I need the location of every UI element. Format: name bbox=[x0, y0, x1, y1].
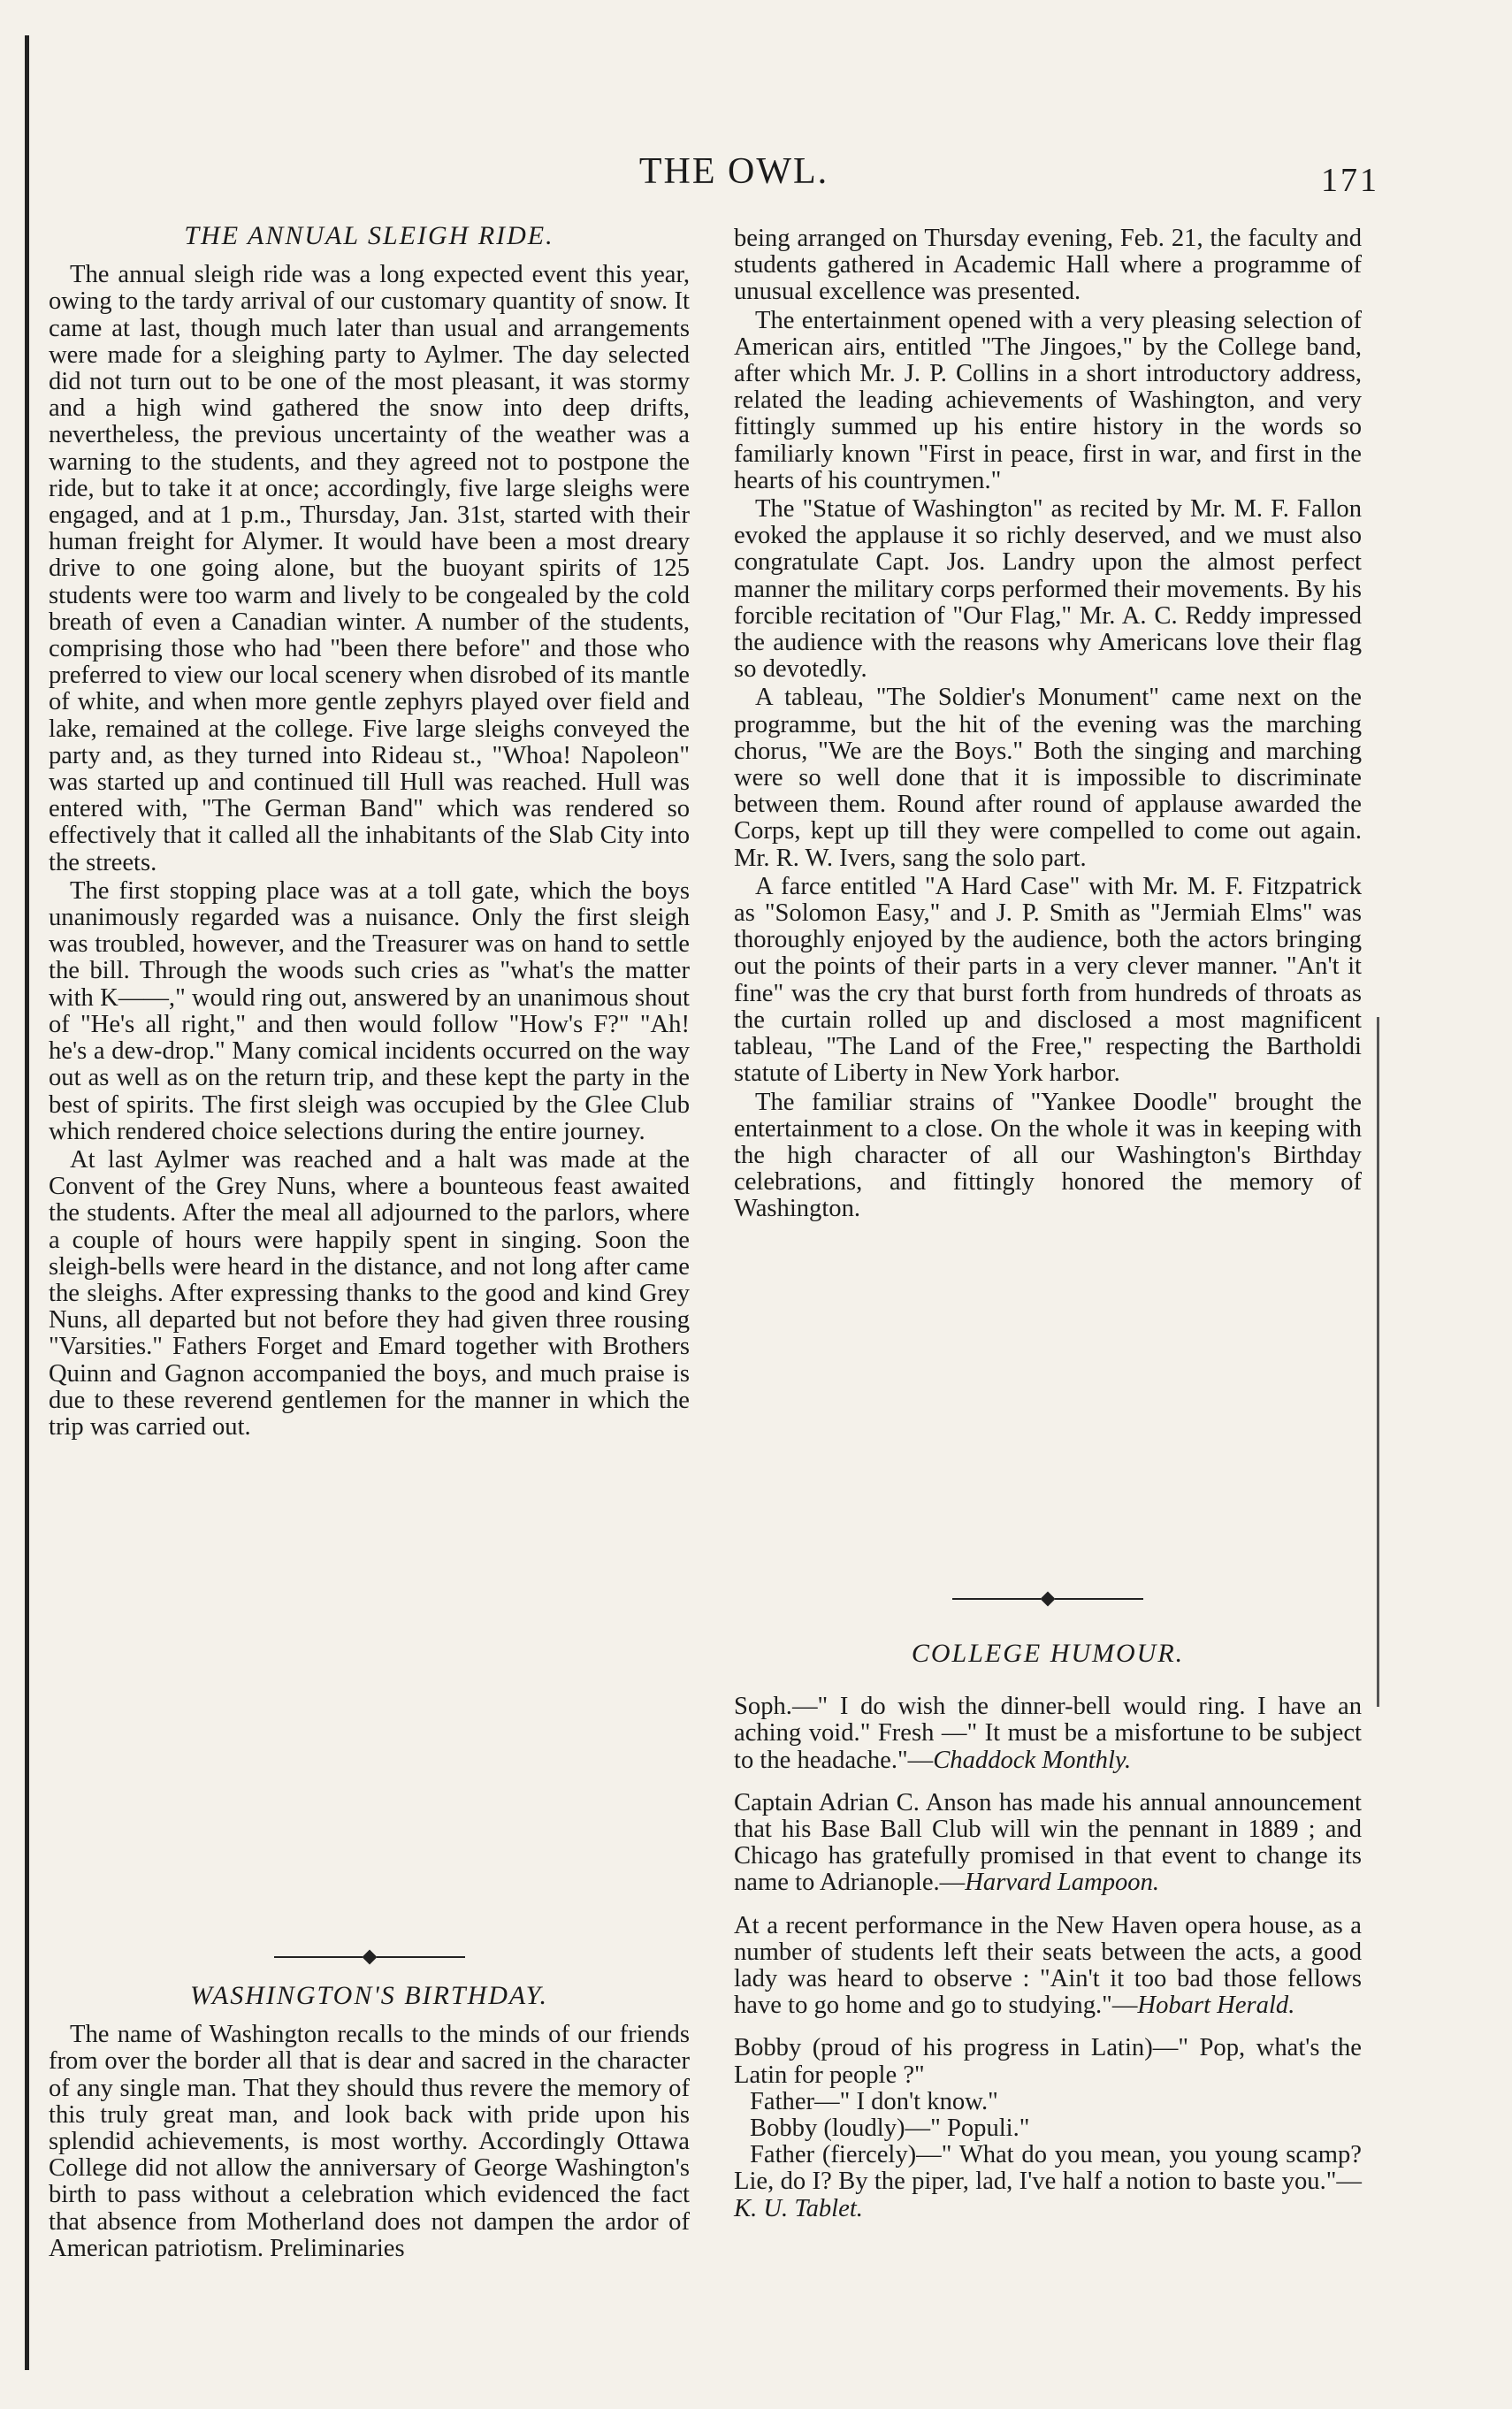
joke-source: Hobart Herald. bbox=[1137, 1992, 1295, 2020]
article-college-humour bbox=[734, 1640, 1362, 2222]
article-paragraph: being arranged on Thursday evening, Feb. 21, the faculty and students gathered in Academic Hall where a programme of unusual excellence was presented. bbox=[734, 225, 1362, 306]
joke-line: Bobby (loudly)—" Populi." bbox=[750, 2115, 1030, 2143]
article-paragraph: A farce entitled "A Hard Case" with Mr. M. F. Fitzpatrick as "Solomon Easy," and J. P. Smith as "Jermiah Elms" was thoroughly enjoyed by the audience, both the actors bringing out the points of their parts in a very clever manner. "An't it fine" was the cry that burst forth from hundreds of throats as the curtain rolled up and disclosed a most magnificent tableau, "The Land of the Free," respecting the Bartholdi statute of Liberty in New York harbor. bbox=[734, 872, 1362, 1088]
article-title: WASHINGTON'S BIRTHDAY. bbox=[189, 1981, 549, 2010]
article-paragraph: A tableau, "The Soldier's Monument" came next on the programme, but the hit of the evening was the marching chorus, "We are the Boys." Both the singing and marching were so well done that it is impossible to discriminate between them. Round after round of applause awarded the Corps, kept up till they were compelled to come out again. Mr. R. W. Ivers, sang the solo part. bbox=[734, 684, 1362, 872]
article-title: COLLEGE HUMOUR. bbox=[911, 1639, 1185, 1668]
joke-line: Father (fiercely)—" What do you mean, you young scamp? Lie, do I? By the piper, lad, I've half a notion to baste you."—K. U. Tablet. bbox=[734, 2141, 1362, 2222]
joke-item: At a recent performance in the New Haven opera house, as a number of students left their seats between the acts, a good lady was heard to observe : "Ain't it too bad those fellows have to go home and go to studying."—Hobart Herald. bbox=[734, 1911, 1362, 2020]
joke-item bbox=[734, 2035, 1362, 2222]
article-paragraph: The entertainment opened with a very pleasing selection of American airs, entitled "The Jingoes," by the College band, after which Mr. J. P. Collins in a short introductory address, related the leading achievements of Washington, and very fittingly summed up his entire history in the words so familiarly known "First in peace, first in war, and first in the hearts of his countrymen." bbox=[734, 306, 1362, 494]
article-paragraph: The annual sleigh ride was a long expected event this year, owing to the tardy arrival of our customary quantity of snow. It came at last, though much later than usual and arrangements were made for a sleighing party to Aylmer. The day selected did not turn out to be one of the most pleasant, it was stormy and a high wind gathered the snow into deep drifts, nevertheless, the previous uncertainty of the weather was a warning to the students, and they agreed not to postpone the ride, but to take it at once; accordingly, five large sleighs were engaged, and at 1 p.m., Thursday, Jan. 31st, started with their human freight for Alymer. It would have been a most dreary drive to one going alone, but the buoyant spirits of 125 students were too warm and lively to be congealed by the cold breath of even a Canadian winter. A number of the students, comprising those who had "been there before" and those who preferred to view our local scenery when disrobed of its mantle of white, and when more gentle zephyrs played over field and lake, remained at the college. Five large sleighs conveyed the party and, as they turned into Rideau st., "Whoa! Napoleon" was started up and continued till Hull was reached. Hull was entered with, "The German Band" which was rendered so effectively that it called all the inhabitants of the Slab City into the streets. bbox=[49, 261, 690, 876]
article-paragraph: At last Aylmer was reached and a halt was made at the Convent of the Grey Nuns, where a bounteous feast awaited the students. After the meal all adjourned to the parlors, where a couple of hours were happily spent in singing. Soon the sleigh-bells were heard in the distance, and not long after came the sleighs. After expressing thanks to the good and kind Grey Nuns, all departed but not before they had given three rousing "Varsities." Fathers Forget and Emard together with Brothers Quinn and Gagnon accompanied the boys, and much praise is due to these reverend gentlemen for the manner in which the trip was carried out. bbox=[49, 1145, 690, 1441]
page-header bbox=[53, 141, 1415, 203]
article-sleigh-ride bbox=[49, 223, 690, 1441]
joke-source: K. U. Tablet. bbox=[734, 2194, 863, 2222]
joke-source: Harvard Lampoon. bbox=[965, 1869, 1160, 1897]
joke-item: Captain Adrian C. Anson has made his annual announcement that his Base Ball Club will win the pennant in 1889 ; and Chicago has gratefully promised in that event to change its name to Adrianople.—Harvard Lampoon. bbox=[734, 1788, 1362, 1897]
article-title: THE ANNUAL SLEIGH RIDE. bbox=[184, 221, 554, 250]
running-head: THE OWL. bbox=[638, 151, 829, 192]
article-paragraph: The familiar strains of "Yankee Doodle" brought the entertainment to a close. On the whole it was in keeping with the high character of all our Washington's Birthday celebrations, and fittingly honored the memory of Washington. bbox=[734, 1088, 1362, 1223]
binding-rule bbox=[25, 35, 29, 2370]
joke-line: Bobby (proud of his progress in Latin)—" Pop, what's the Latin for people ?" bbox=[734, 2034, 1362, 2089]
margin-rule bbox=[1377, 1017, 1379, 1707]
article-paragraph: The name of Washington recalls to the minds of our friends from over the border all that is dear and sacred in the character of any single man. That they should thus revere the memory of this truly great man, and look back with pride upon his splendid achievements, is most worthy. Accordingly Ottawa College did not allow the anniversary of George Washington's birth to pass without a celebration which evidenced the fact that absence from Motherland does not dampen the ardor of American patriotism. Preliminaries bbox=[49, 2021, 690, 2262]
page-number: 171 bbox=[1321, 162, 1379, 199]
diamond-ornament-icon bbox=[1041, 1592, 1056, 1607]
joke-item: Soph.—" I do wish the dinner-bell would ring. I have an aching void." Fresh —" It must be a misfortune to be subject to the headache."—Chaddock Monthly. bbox=[734, 1693, 1362, 1774]
article-washington-start bbox=[49, 1983, 690, 2262]
joke-source: Chaddock Monthly. bbox=[933, 1746, 1132, 1774]
article-paragraph: The first stopping place was at a toll gate, which the boys unanimously regarded was a nuisance. Only the first sleigh was troubled, however, and the Treasurer was on hand to settle the bill. Through the woods such cries as "what's the matter with K——," would ring out, answered by an unanimous shout of "He's all right," and then would follow "How's F?" "Ah! he's a dew-drop." Many comical incidents occurred on the way out as well as on the return trip, and these kept the party in the best of spirits. The first sleigh was occupied by the Glee Club which rendered choice selections during the entire journey. bbox=[49, 876, 690, 1145]
section-divider bbox=[734, 1583, 1362, 1615]
diamond-ornament-icon bbox=[362, 1950, 377, 1965]
section-divider bbox=[49, 1941, 690, 1973]
article-washington-continued bbox=[734, 226, 1362, 1223]
article-paragraph: The "Statue of Washington" as recited by Mr. M. F. Fallon evoked the applause it so richly deserved, and we must also congratulate Capt. Jos. Landry upon the almost perfect manner the military corps performed their movements. By his forcible recitation of "Our Flag," Mr. A. C. Reddy impressed the audience with the reasons why Americans love their flag so devotedly. bbox=[734, 495, 1362, 684]
joke-line: Father—" I don't know." bbox=[750, 2087, 998, 2115]
